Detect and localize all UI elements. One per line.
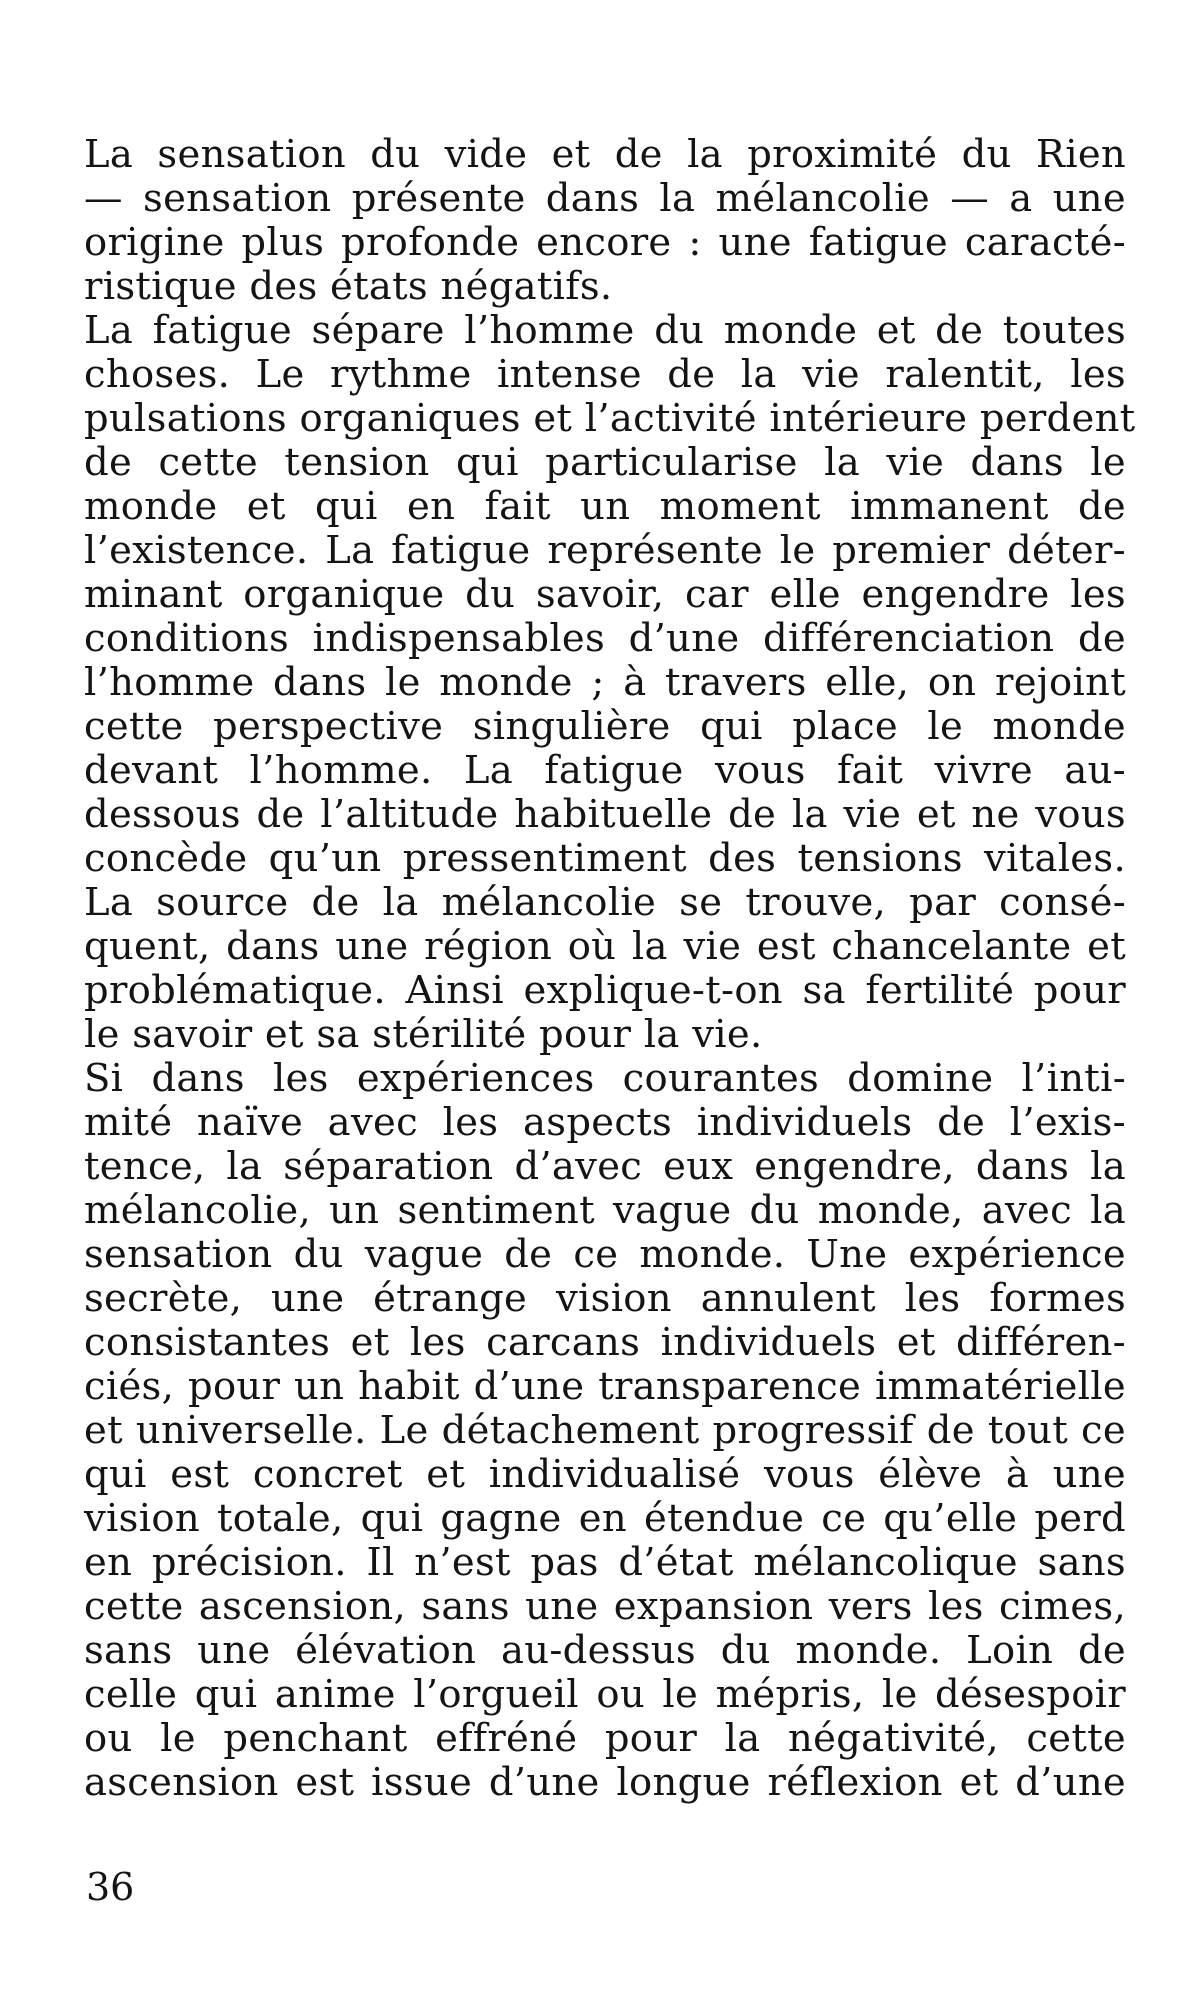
text-line: celle qui anime l’orgueil ou le mépris, le désespoir [84, 1672, 1126, 1717]
text-line: l’homme dans le monde ; à travers elle, on rejoint [84, 660, 1126, 705]
text-line: qui est concret et individualisé vous élève à une [84, 1452, 1126, 1497]
text-line: vision totale, qui gagne en étendue ce qu’elle perd [84, 1496, 1126, 1541]
text-line: ristique des états négatifs. [84, 264, 613, 309]
text-line: tence, la séparation d’avec eux engendre, dans la [84, 1144, 1126, 1189]
text-line: dessous de l’altitude habituelle de la vie et ne vous [84, 792, 1126, 837]
text-line: concède qu’un pressentiment des tensions vitales. [84, 836, 1126, 881]
page-number: 36 [86, 1865, 135, 1909]
text-line: le savoir et sa stérilité pour la vie. [84, 1012, 763, 1057]
text-line: de cette tension qui particularise la vie dans le [84, 440, 1126, 485]
text-line: cette perspective singulière qui place le monde [84, 704, 1126, 749]
text-line: en précision. Il n’est pas d’état mélancolique sans [84, 1540, 1126, 1585]
text-line: choses. Le rythme intense de la vie ralentit, les [84, 352, 1126, 397]
text-line: La fatigue sépare l’homme du monde et de toutes [84, 308, 1126, 353]
text-line: consistantes et les carcans individuels et différen- [84, 1320, 1126, 1365]
text-line: et universelle. Le détachement progressif de tout ce [84, 1408, 1126, 1453]
paragraph [84, 308, 1136, 1057]
text-line: sensation du vague de ce monde. Une expérience [84, 1232, 1126, 1277]
text-line: mélancolie, un sentiment vague du monde, avec la [84, 1188, 1126, 1233]
text-line: quent, dans une région où la vie est chancelante et [84, 924, 1126, 969]
text-line: ciés, pour un habit d’une transparence immatérielle [84, 1364, 1126, 1409]
text-line: devant l’homme. La fatigue vous fait vivre au- [84, 748, 1126, 793]
text-line: origine plus profonde encore : une fatigue caracté- [84, 220, 1126, 265]
text-line: ou le penchant effréné pour la négativité, cette [84, 1716, 1126, 1761]
text-line: minant organique du savoir, car elle engendre les [84, 572, 1126, 617]
text-line: cette ascension, sans une expansion vers les cimes, [84, 1584, 1126, 1629]
text-line: conditions indispensables d’une différenciation de [84, 616, 1126, 661]
text-line: l’existence. La fatigue représente le premier déter- [84, 528, 1126, 573]
body-text [84, 132, 1136, 1805]
text-line: problématique. Ainsi explique-t-on sa fertilité pour [84, 968, 1126, 1013]
text-line: La sensation du vide et de la proximité du Rien [84, 132, 1126, 177]
text-line: pulsations organiques et l’activité intérieure perdent [84, 396, 1136, 441]
paragraph [84, 133, 1126, 309]
text-line: monde et qui en fait un moment immanent de [84, 484, 1126, 529]
text-line: Si dans les expériences courantes domine l’inti- [84, 1056, 1126, 1101]
text-line: — sensation présente dans la mélancolie — a une [84, 176, 1126, 221]
text-line: sans une élévation au-dessus du monde. Loin de [84, 1628, 1126, 1673]
text-line: La source de la mélancolie se trouve, par consé- [84, 880, 1126, 925]
text-line: secrète, une étrange vision annulent les formes [84, 1276, 1126, 1321]
text-line: ascension est issue d’une longue réflexion et d’une [84, 1760, 1126, 1805]
paragraph [84, 1057, 1126, 1805]
text-line: mité naïve avec les aspects individuels de l’exis- [84, 1100, 1126, 1145]
